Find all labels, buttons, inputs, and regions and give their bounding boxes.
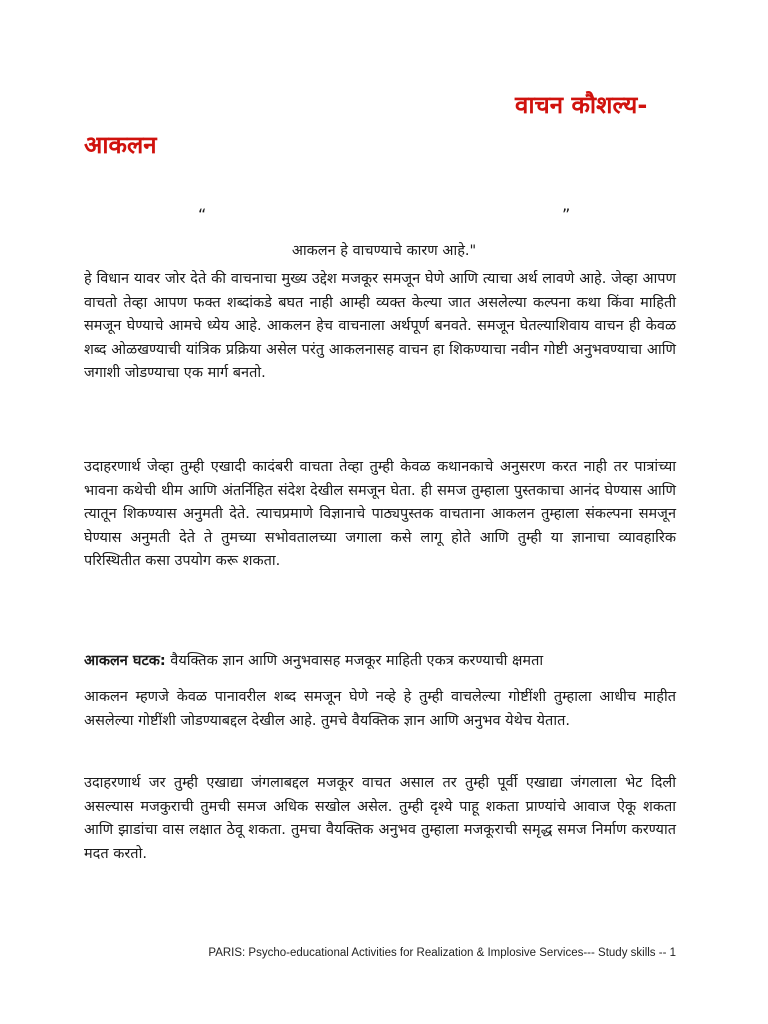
page-title: वाचन कौशल्य- xyxy=(515,91,648,119)
paragraph-intro: हे विधान यावर जोर देते की वाचनाचा मुख्य उद्देश मजकूर समजून घेणे आणि त्याचा अर्थ लावणे आहे. जेव्हा आपण वाचतो तेव्हा आपण फक्त शब्दांकडे बघत नाही आम्ही व्यक्त केल्या जात असलेल्या कल्पना कथा किंवा माहिती समजून घेण्याचे आमचे ध्येय आहे. आकलन हेच वाचनाला अर्थपूर्ण बनवते. समजून घेतल्याशिवाय वाचन ही केवळ शब्द ओळखण्याची यांत्रिक प्रक्रिया असेल परंतु आकलनासह वाचन हा शिकण्याचा नवीन गोष्टी अनुभवण्याचा आणि जगाशी जोडण्याचा एक मार्ग बनतो. xyxy=(84,271,676,381)
paragraph-example-novel: उदाहरणार्थ जेव्हा तुम्ही एखादी कादंबरी वाचता तेव्हा तुम्ही केवळ कथानकाचे अनुसरण करत नाही तर पात्रांच्या भावना कथेची थीम आणि अंतर्निहित संदेश देखील समजून घेता. ही समज तुम्हाला पुस्तकाचा आनंद घेण्यास आणि त्यातून शिकण्यास अनुमती देते. त्याचप्रमाणे विज्ञानाचे पाठ्यपुस्तक वाचताना आकलन तुम्हाला संकल्पना समजून घेण्यास अनुमती देते ते तुमच्या सभोवतालच्या जगाला कसे लागू होते आणि तुम्ही या ज्ञानाचा व्यावहारिक परिस्थितीत कसा उपयोग करू शकता. xyxy=(84,459,676,569)
page-footer: PARIS: Psycho-educational Activities for Realization & Implosive Services--- Study skills -- 1 xyxy=(208,947,676,959)
component-label: आकलन घटक: xyxy=(84,653,166,669)
quote-close-mark: ” xyxy=(562,205,571,224)
comprehension-component-heading xyxy=(84,650,676,674)
quote-text: आकलन हे वाचण्याचे कारण आहे." xyxy=(291,243,477,259)
component-description: वैयक्तिक ज्ञान आणि अनुभवासह मजकूर माहिती एकत्र करण्याची क्षमता xyxy=(165,653,544,669)
paragraph-personal-knowledge: आकलन म्हणजे केवळ पानावरील शब्द समजून घेणे नव्हे हे तुम्ही वाचलेल्या गोष्टींशी तुम्हाला आधीच माहीत असलेल्या गोष्टींशी जोडण्याबद्दल देखील आहे. तुमचे वैयक्तिक ज्ञान आणि अनुभव येथेच येतात. xyxy=(84,689,676,729)
quote-open-mark: “ xyxy=(198,205,207,224)
page-title-continued: आकलन xyxy=(84,131,157,159)
paragraph-example-forest: उदाहरणार्थ जर तुम्ही एखाद्या जंगलाबद्दल मजकूर वाचत असाल तर तुम्ही पूर्वी एखाद्या जंगलाला भेट दिली असल्यास मजकुराची तुमची समज अधिक सखोल असेल. तुम्ही दृश्ये पाहू शकता प्राण्यांचे आवाज ऐकू शकता आणि झाडांचा वास लक्षात ठेवू शकता. तुमचा वैयक्तिक अनुभव तुम्हाला मजकूराची समृद्ध समज निर्माण करण्यात मदत करतो. xyxy=(84,775,676,862)
